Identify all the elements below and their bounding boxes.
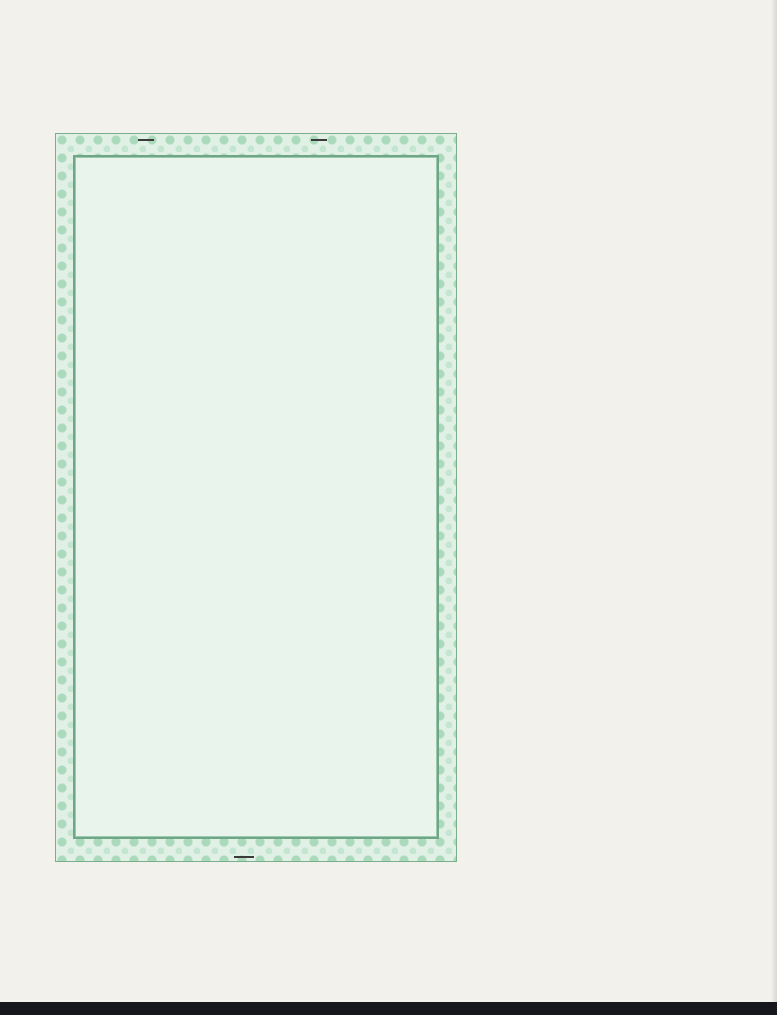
surah-name-label (138, 139, 154, 141)
scan-bottom-bar (0, 1002, 777, 1015)
manzil-label (234, 856, 254, 858)
quran-frame (55, 133, 457, 862)
verse-rows-container (73, 155, 439, 839)
scan-edge-shade (771, 0, 777, 1015)
juz-name-label (311, 139, 327, 141)
